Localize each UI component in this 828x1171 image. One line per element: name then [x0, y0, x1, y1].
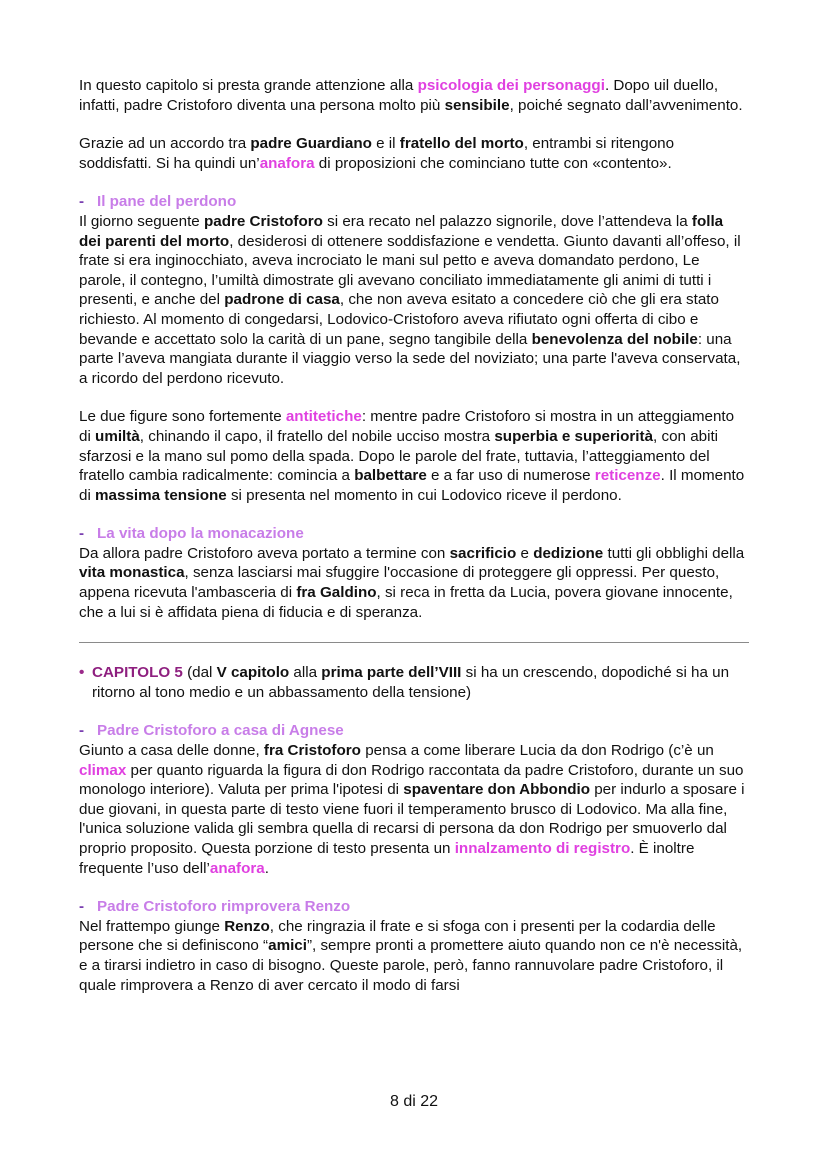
page-number: 8 di 22	[389, 1093, 439, 1110]
text-run: si presenta nel momento in cui Lodovico riceve il perdono.	[226, 486, 622, 504]
paragraph-psychology	[79, 76, 749, 115]
bold-text: padrone di casa	[224, 291, 340, 309]
paragraph-agreement	[79, 134, 749, 173]
bold-text: benevolenza del nobile	[531, 330, 698, 348]
bold-text: balbettare	[354, 467, 427, 485]
text-run: Nel frattempo giunge	[79, 917, 225, 935]
text-run: per indurlo a sposare i due giovani, in questa parte di testo viene fuori il temperamento brusco di Lodovico. Ma alla fine, l'unica soluzione valida gli sembra quella di recarsi di persona da don Rodrigo per smuoverlo dal proprio proposito. Questa porzione di testo presenta un	[79, 781, 745, 857]
bold-text: vita monastica	[79, 564, 185, 582]
dash-marker: -	[79, 193, 85, 211]
text-run: si era recato nel palazzo signorile, dove l’attendeva la	[322, 212, 692, 230]
text-run: e	[516, 544, 534, 562]
text-run: . Il momento di	[79, 467, 745, 504]
dash-marker: -	[79, 722, 85, 740]
bold-text: sensibile	[444, 96, 510, 114]
paragraph-rimprovera-renzo	[79, 917, 749, 995]
chapter-text	[92, 663, 749, 702]
bold-text: padre Guardiano	[250, 135, 372, 153]
text-run: alla	[289, 664, 322, 682]
bold-text: V capitolo	[216, 664, 290, 682]
text-run: , con abiti sfarzosi e la mano sul pomo della spada. Dopo le parole del frate, tuttavia, l’atteggiamento del fratello cambia radicalmente: comincia a	[79, 427, 719, 485]
section-divider	[79, 642, 749, 643]
text-run: Giunto a casa delle donne,	[79, 742, 264, 760]
text-run: , si reca in fretta da Lucia, povera giovane innocente, che a lui si è affidata piena di fiducia e di speranza.	[79, 584, 733, 621]
bold-text: superbia e superiorità	[494, 427, 654, 445]
bold-text: umiltà	[95, 427, 140, 445]
highlight-term: psicologia dei personaggi	[417, 77, 605, 94]
text-run: , senza lasciarsi mai sfuggire l'occasione di proteggere gli oppressi. Per questo, appena ricevuta l'ambasceria di	[79, 564, 720, 602]
text-run: : mentre padre Cristoforo si mostra in un atteggiamento di	[79, 408, 735, 445]
heading-text: La vita dopo la monacazione	[97, 525, 304, 543]
paragraph-vita-monastica	[79, 544, 749, 622]
bold-text: fratello del morto	[399, 135, 524, 153]
bold-text: dedizione	[533, 544, 604, 562]
text-run: Il giorno seguente	[79, 212, 204, 230]
text-run: e a far uso di numerose	[426, 467, 595, 485]
text-run: In questo capitolo si presta grande attenzione alla	[79, 77, 418, 94]
bold-text: fra Galdino	[296, 584, 377, 602]
text-run: Da allora padre Cristoforo aveva portato a termine con	[79, 544, 450, 562]
chapter-bullet-item	[79, 663, 749, 702]
text-run: pensa a come liberare Lucia da don Rodrigo (c’è un	[360, 742, 714, 760]
text-run: . Dopo uil duello, infatti, padre Cristoforo diventa una persona molto più	[79, 77, 719, 114]
paragraph-casa-agnese	[79, 741, 749, 878]
text-run: , poiché segnato dall’avvenimento.	[509, 96, 743, 114]
dash-marker: -	[79, 525, 85, 543]
text-run: , che ringrazia il frate e si sfoga con i presenti per la codardia delle persone che si definiscono “	[79, 917, 716, 955]
text-run: per quanto riguarda la figura di don Rodrigo raccontata da padre Cristoforo, durante un suo monologo interiore). Valuta per prima l'ipotesi di	[79, 761, 744, 799]
section-heading-pane-perdono	[79, 192, 749, 212]
section-heading-casa-agnese	[79, 721, 749, 741]
text-run: tutti gli obblighi della	[603, 544, 745, 562]
text-run: si ha un crescendo, dopodiché si ha un ritorno al tono medio e un abbassamento della tensione)	[92, 664, 730, 701]
paragraph-antithetic-figures	[79, 407, 749, 505]
text-run: , desiderosi di ottenere soddisfazione e vendetta. Giunto davanti all’offeso, il frate si era inginocchiato, aveva incrociato le mani sul petto e aveva domandato perdono, Le parole, il contegno, l’umiltà dimostrate gli avevano conciliato immediatamente gli animi di tutti i presenti, e anche del	[79, 232, 741, 309]
text-run: .	[264, 859, 269, 877]
text-run: di proposizioni che cominciano tutte con «contento».	[314, 154, 672, 172]
highlight-term: anafora	[209, 859, 265, 877]
section-heading-rimprovera-renzo	[79, 897, 749, 917]
chapter-label: CAPITOLO 5	[92, 664, 183, 682]
bold-text: spaventare don Abbondio	[403, 781, 591, 799]
paragraph-pane-perdono	[79, 212, 749, 388]
text-run: Le due figure sono fortemente	[79, 408, 286, 426]
document-page	[79, 76, 749, 995]
section-heading-vita-monacazione	[79, 524, 749, 544]
bullet-marker: •	[79, 664, 85, 682]
text-run: , entrambi si ritengono soddisfatti. Si ha quindi un’	[79, 135, 675, 172]
bold-text: Renzo	[224, 917, 270, 935]
dash-marker: -	[79, 898, 85, 916]
text-run: , che non aveva esitato a concedere ciò che gli era stato richiesto. Al momento di congedarsi, Lodovico-Cristoforo aveva rifiutato ogni offerta di cibo e bevande e accettato solo la carità di un pane, segno tangibile della	[79, 291, 719, 348]
bold-text: sacrificio	[449, 544, 517, 562]
bold-text: amici	[268, 937, 307, 955]
text-run: . È inoltre frequente l’uso dell’	[79, 840, 695, 877]
bold-text: folla dei parenti del morto	[79, 212, 724, 250]
highlight-term: anafora	[259, 154, 315, 172]
bold-text: massima tensione	[95, 486, 227, 504]
bold-text: fra Cristoforo	[263, 742, 361, 760]
text-run: , chinando il capo, il fratello del nobile ucciso mostra	[139, 427, 495, 445]
heading-text: Padre Cristoforo a casa di Agnese	[97, 722, 344, 740]
highlight-term: reticenze	[594, 467, 661, 485]
highlight-term: innalzamento di registro	[454, 840, 631, 857]
text-run: ”, sempre pronti a promettere aiuto quando non ce n'è necessità, e a tirarsi indietro in caso di bisogno. Queste parole, però, fanno rannuvolare padre Cristoforo, il quale rimprovera a Renzo di aver cercato il modo di farsi	[79, 937, 743, 994]
highlight-term: antitetiche	[285, 408, 362, 426]
bold-text: prima parte dell’VIII	[321, 664, 462, 682]
heading-text: Padre Cristoforo rimprovera Renzo	[97, 898, 351, 916]
text-run: (dal	[182, 664, 217, 682]
heading-text: Il pane del perdono	[97, 193, 237, 211]
highlight-term: climax	[79, 761, 127, 779]
text-run: Grazie ad un accordo tra	[79, 135, 251, 153]
text-run: : una parte l’aveva mangiata durante il viaggio verso la sede del noviziato; una parte l'aveva conservata, a ricordo del perdono ricevuto.	[79, 330, 741, 387]
bold-text: padre Cristoforo	[203, 212, 323, 230]
text-run: e il	[371, 135, 400, 153]
